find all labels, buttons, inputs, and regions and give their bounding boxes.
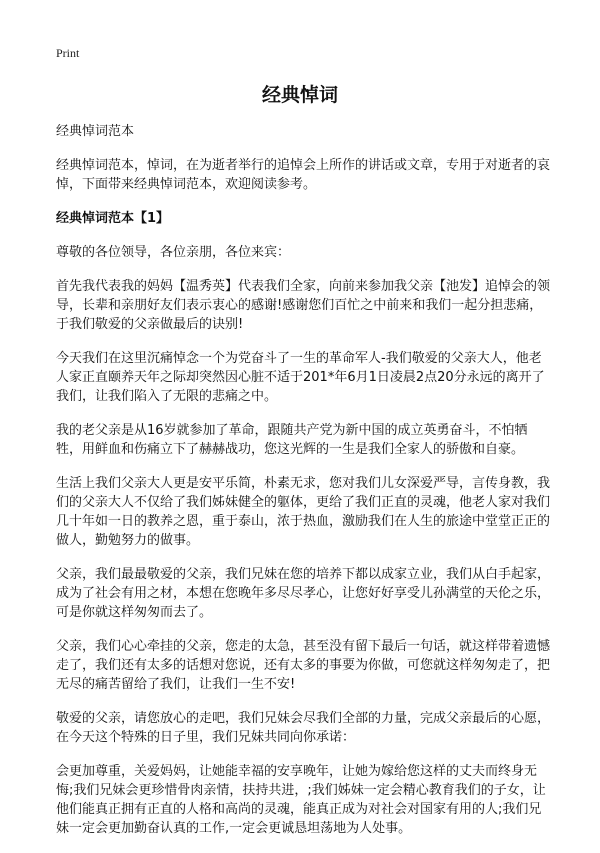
body-paragraph: 生活上我们父亲大人更是安平乐简，朴素无求，您对我们儿女深爱严导，言传身教，我们的父亲大人不仅给了我们姊妹健全的躯体，更给了我们正直的灵魂，他老人家对我们几十年如一日的教养之恩，重于泰山，浓于热血，激励我们在人生的旅途中堂堂正正的做人，勤勉努力的做事。	[56, 476, 551, 548]
body-paragraph: 父亲，我们心心牵挂的父亲，您走的太急，甚至没有留下最后一句话，就这样带着遗憾走了，我们还有太多的话想对您说，还有太多的事要为你做，可您就这样匆匆走了，把无尽的痛苦留给了我们，让我们一生不安!	[56, 639, 551, 692]
body-paragraph: 首先我代表我的妈妈【温秀英】代表我们全家，向前来参加我父亲【池发】追悼会的领导，长辈和亲朋好友们表示衷心的感谢!感谢您们百忙之中前来和我们一起分担悲痛，于我们敬爱的父亲做最后的诀别!	[56, 279, 551, 332]
section-heading: 经典悼词范本【1】	[56, 211, 170, 226]
print-link[interactable]: Print	[56, 46, 80, 60]
body-paragraph: 父亲，我们最最敬爱的父亲，我们兄妹在您的培养下都以成家立业，我们从白手起家，成为了社会有用之材，本想在您晚年多尽尽孝心，让您好好享受儿孙满堂的天伦之乐，可是你就这样匆匆而去了。	[56, 567, 551, 620]
body-paragraph: 敬爱的父亲，请您放心的走吧，我们兄妹会尽我们全部的力量，完成父亲最后的心愿，在今天这个特殊的日子里，我们兄妹共同向你承诺：	[56, 711, 551, 745]
article-body	[56, 122, 552, 853]
intro-paragraph: 经典悼词范本，悼词，在为逝者举行的追悼会上所作的讲话或文章，专用于对逝者的哀悼，下面带来经典悼词范本，欢迎阅读参考。	[56, 158, 551, 192]
article-subheading: 经典悼词范本	[56, 124, 135, 139]
page-title: 经典悼词	[261, 84, 338, 106]
body-paragraph: 我的老父亲是从16岁就参加了革命，跟随共产党为新中国的成立英勇奋斗，不怕牺牲，用鲜血和伤痛立下了赫赫战功，您这光辉的一生是我们全家人的骄傲和自豪。	[56, 423, 528, 457]
body-paragraph: 会更加尊重，关爱妈妈，让她能幸福的安享晚年，让她为嫁给您这样的丈夫而终身无悔;我们兄妹会更珍惜骨肉亲情，扶持共进，;我们姊妹一定会精心教育我们的子女，让他们能真正拥有正直的人格和高尚的灵魂，能真正成为对社会对国家有用的人;我们兄妹一定会更加勤奋认真的工作,一定会更诚恳坦荡地为人处事。	[56, 764, 546, 836]
salutation: 尊敬的各位领导，各位亲朋，各位来宾：	[56, 245, 291, 260]
body-paragraph: 今天我们在这里沉痛悼念一个为党奋斗了一生的革命军人-我们敬爱的父亲大人，他老人家正直颐养天年之际却突然因心脏不适于201*年6月1日凌晨2点20分永远的离开了我们，让我们陷入了无限的悲痛之中。	[56, 351, 545, 404]
